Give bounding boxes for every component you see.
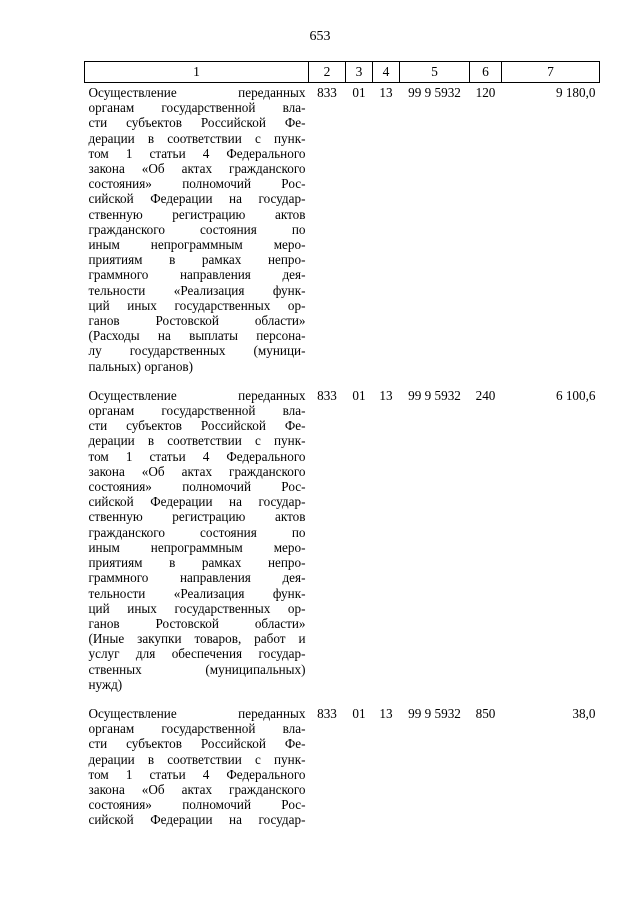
page-number: 653 [309,29,331,44]
target-article-code: 99 9 5932 [408,387,461,403]
expense-description: Осуществление переданных органам государственной вла- сти субъектов Российской Фе- дерации в соответствии с пунк- том 1 статьи 4 Федерального закона «Об актах гражданского состояния» полномочий Рос- сийской Федерации на государ- [88,705,306,828]
subsection-code: 13 [379,705,393,721]
budget-table [84,61,600,840]
subsection-code: 13 [379,387,393,403]
target-article-code: 99 9 5932 [408,705,461,721]
expense-type-code: 240 [475,387,496,403]
section-code: 01 [352,85,366,100]
amount: 6 100,6 [555,387,596,403]
subsection-code: 13 [379,85,393,100]
ministry-code: 833 [317,705,337,721]
ministry-code: 833 [317,387,337,403]
header-col-4: 4 [373,62,400,83]
amount: 38,0 [572,705,596,721]
table-row [85,386,600,704]
expense-description: Осуществление переданных органам государственной вла- сти субъектов Российской Фе- дерации в соответствии с пунк- том 1 статьи 4 Федерального закона «Об актах гражданского состояния» полномочий Рос- сийской Федерации на государ- ственную регистрацию актов гражданского состояния по иным непрограммным меро- приятиям в рамках непро- граммного направления дея- тельности «Реализация функ- ций иных государственных ор- ганов Ростовской области» (Иные закупки товаров, работ и услуг для обеспечения государ- ственных (муниципальных) нужд) [88,387,306,692]
header-col-6: 6 [470,62,502,83]
section-code: 01 [352,387,366,403]
expense-type-code: 850 [475,705,496,721]
expense-description: Осуществление переданных органам государственной вла- сти субъектов Российской Фе- дерации в соответствии с пунк- том 1 статьи 4 Федерального закона «Об актах гражданского состояния» полномочий Рос- сийской Федерации на государ- ственную регистрацию актов гражданского состояния по иным непрограммным меро- приятиям в рамках непро- граммного направления дея- тельности «Реализация функ- ций иных государственных ор- ганов Ростовской области» (Расходы на выплаты персона- лу государственных (муници- пальных) органов) [88,85,306,374]
target-article-code: 99 9 5932 [408,85,461,100]
header-col-1: 1 [85,62,309,83]
header-col-3: 3 [346,62,373,83]
table-row [85,83,600,386]
header-col-2: 2 [309,62,346,83]
expense-type-code: 120 [475,85,496,100]
header-col-7: 7 [502,62,600,83]
table-row [85,704,600,840]
amount: 9 180,0 [555,85,596,100]
table-header-row [85,62,600,83]
ministry-code: 833 [317,85,337,100]
section-code: 01 [352,705,366,721]
header-col-5: 5 [400,62,470,83]
